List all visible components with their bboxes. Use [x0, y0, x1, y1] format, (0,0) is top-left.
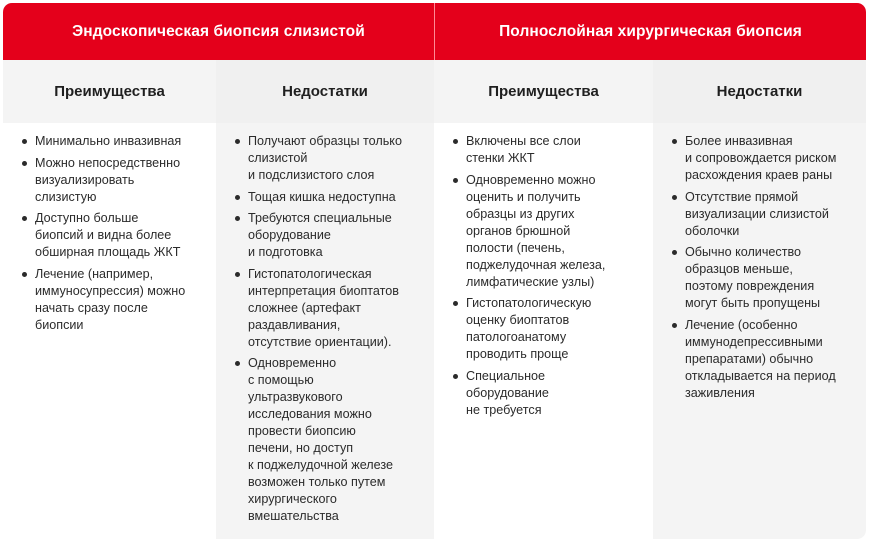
list-item: Требуются специальные оборудование и подготовка [233, 210, 426, 261]
list-endoscopic-advantages [20, 133, 208, 334]
column-surgical-disadvantages [653, 123, 866, 539]
list-item: Можно непосредственно визуализировать слизистую [20, 155, 208, 206]
list-surgical-advantages [451, 133, 645, 419]
list-item: Гистопатологическую оценку биоптатов патологоанатому проводить проще [451, 295, 645, 363]
list-item: Получают образцы только слизистой и подслизистого слоя [233, 133, 426, 184]
subheader-endoscopic-advantages: Преимущества [3, 60, 216, 123]
table-subheader-row [3, 60, 866, 123]
header-endoscopic-biopsy: Эндоскопическая биопсия слизистой [3, 3, 435, 60]
table-body [3, 123, 866, 539]
list-item: Более инвазивная и сопровождается риском расхождения краев раны [670, 133, 860, 184]
list-item: Включены все слои стенки ЖКТ [451, 133, 645, 167]
comparison-table [3, 3, 866, 539]
subheader-surgical-advantages: Преимущества [434, 60, 653, 123]
column-endoscopic-disadvantages [216, 123, 434, 539]
list-item: Доступно больше биопсий и видна более обширная площадь ЖКТ [20, 210, 208, 261]
column-endoscopic-advantages [3, 123, 216, 539]
list-item: Обычно количество образцов меньше, поэтому повреждения могут быть пропущены [670, 244, 860, 312]
column-surgical-advantages [434, 123, 653, 539]
subheader-endoscopic-disadvantages: Недостатки [216, 60, 434, 123]
list-item: Лечение (особенно иммунодепрессивными препаратами) обычно откладывается на период заживления [670, 317, 860, 402]
list-item: Тощая кишка недоступна [233, 189, 426, 206]
subheader-surgical-disadvantages: Недостатки [653, 60, 866, 123]
list-item: Минимально инвазивная [20, 133, 208, 150]
list-item: Специальное оборудование не требуется [451, 368, 645, 419]
table-header [3, 3, 866, 60]
header-surgical-biopsy: Полнослойная хирургическая биопсия [499, 22, 802, 40]
list-endoscopic-disadvantages [233, 133, 426, 525]
list-item: Лечение (например, иммуносупрессия) можно начать сразу после биопсии [20, 266, 208, 334]
list-item: Одновременно с помощью ультразвукового исследования можно провести биопсию печени, но доступ к поджелудочной железе возможен только путем хирургического вмешательства [233, 355, 426, 525]
list-item: Отсутствие прямой визуализации слизистой оболочки [670, 189, 860, 240]
list-item: Гистопатологическая интерпретация биоптатов сложнее (артефакт раздавливания, отсутствие ориентации). [233, 266, 426, 351]
list-surgical-disadvantages [670, 133, 860, 402]
list-item: Одновременно можно оценить и получить образцы из других органов брюшной полости (печень, поджелудочная железа, лимфатические узлы) [451, 172, 645, 291]
